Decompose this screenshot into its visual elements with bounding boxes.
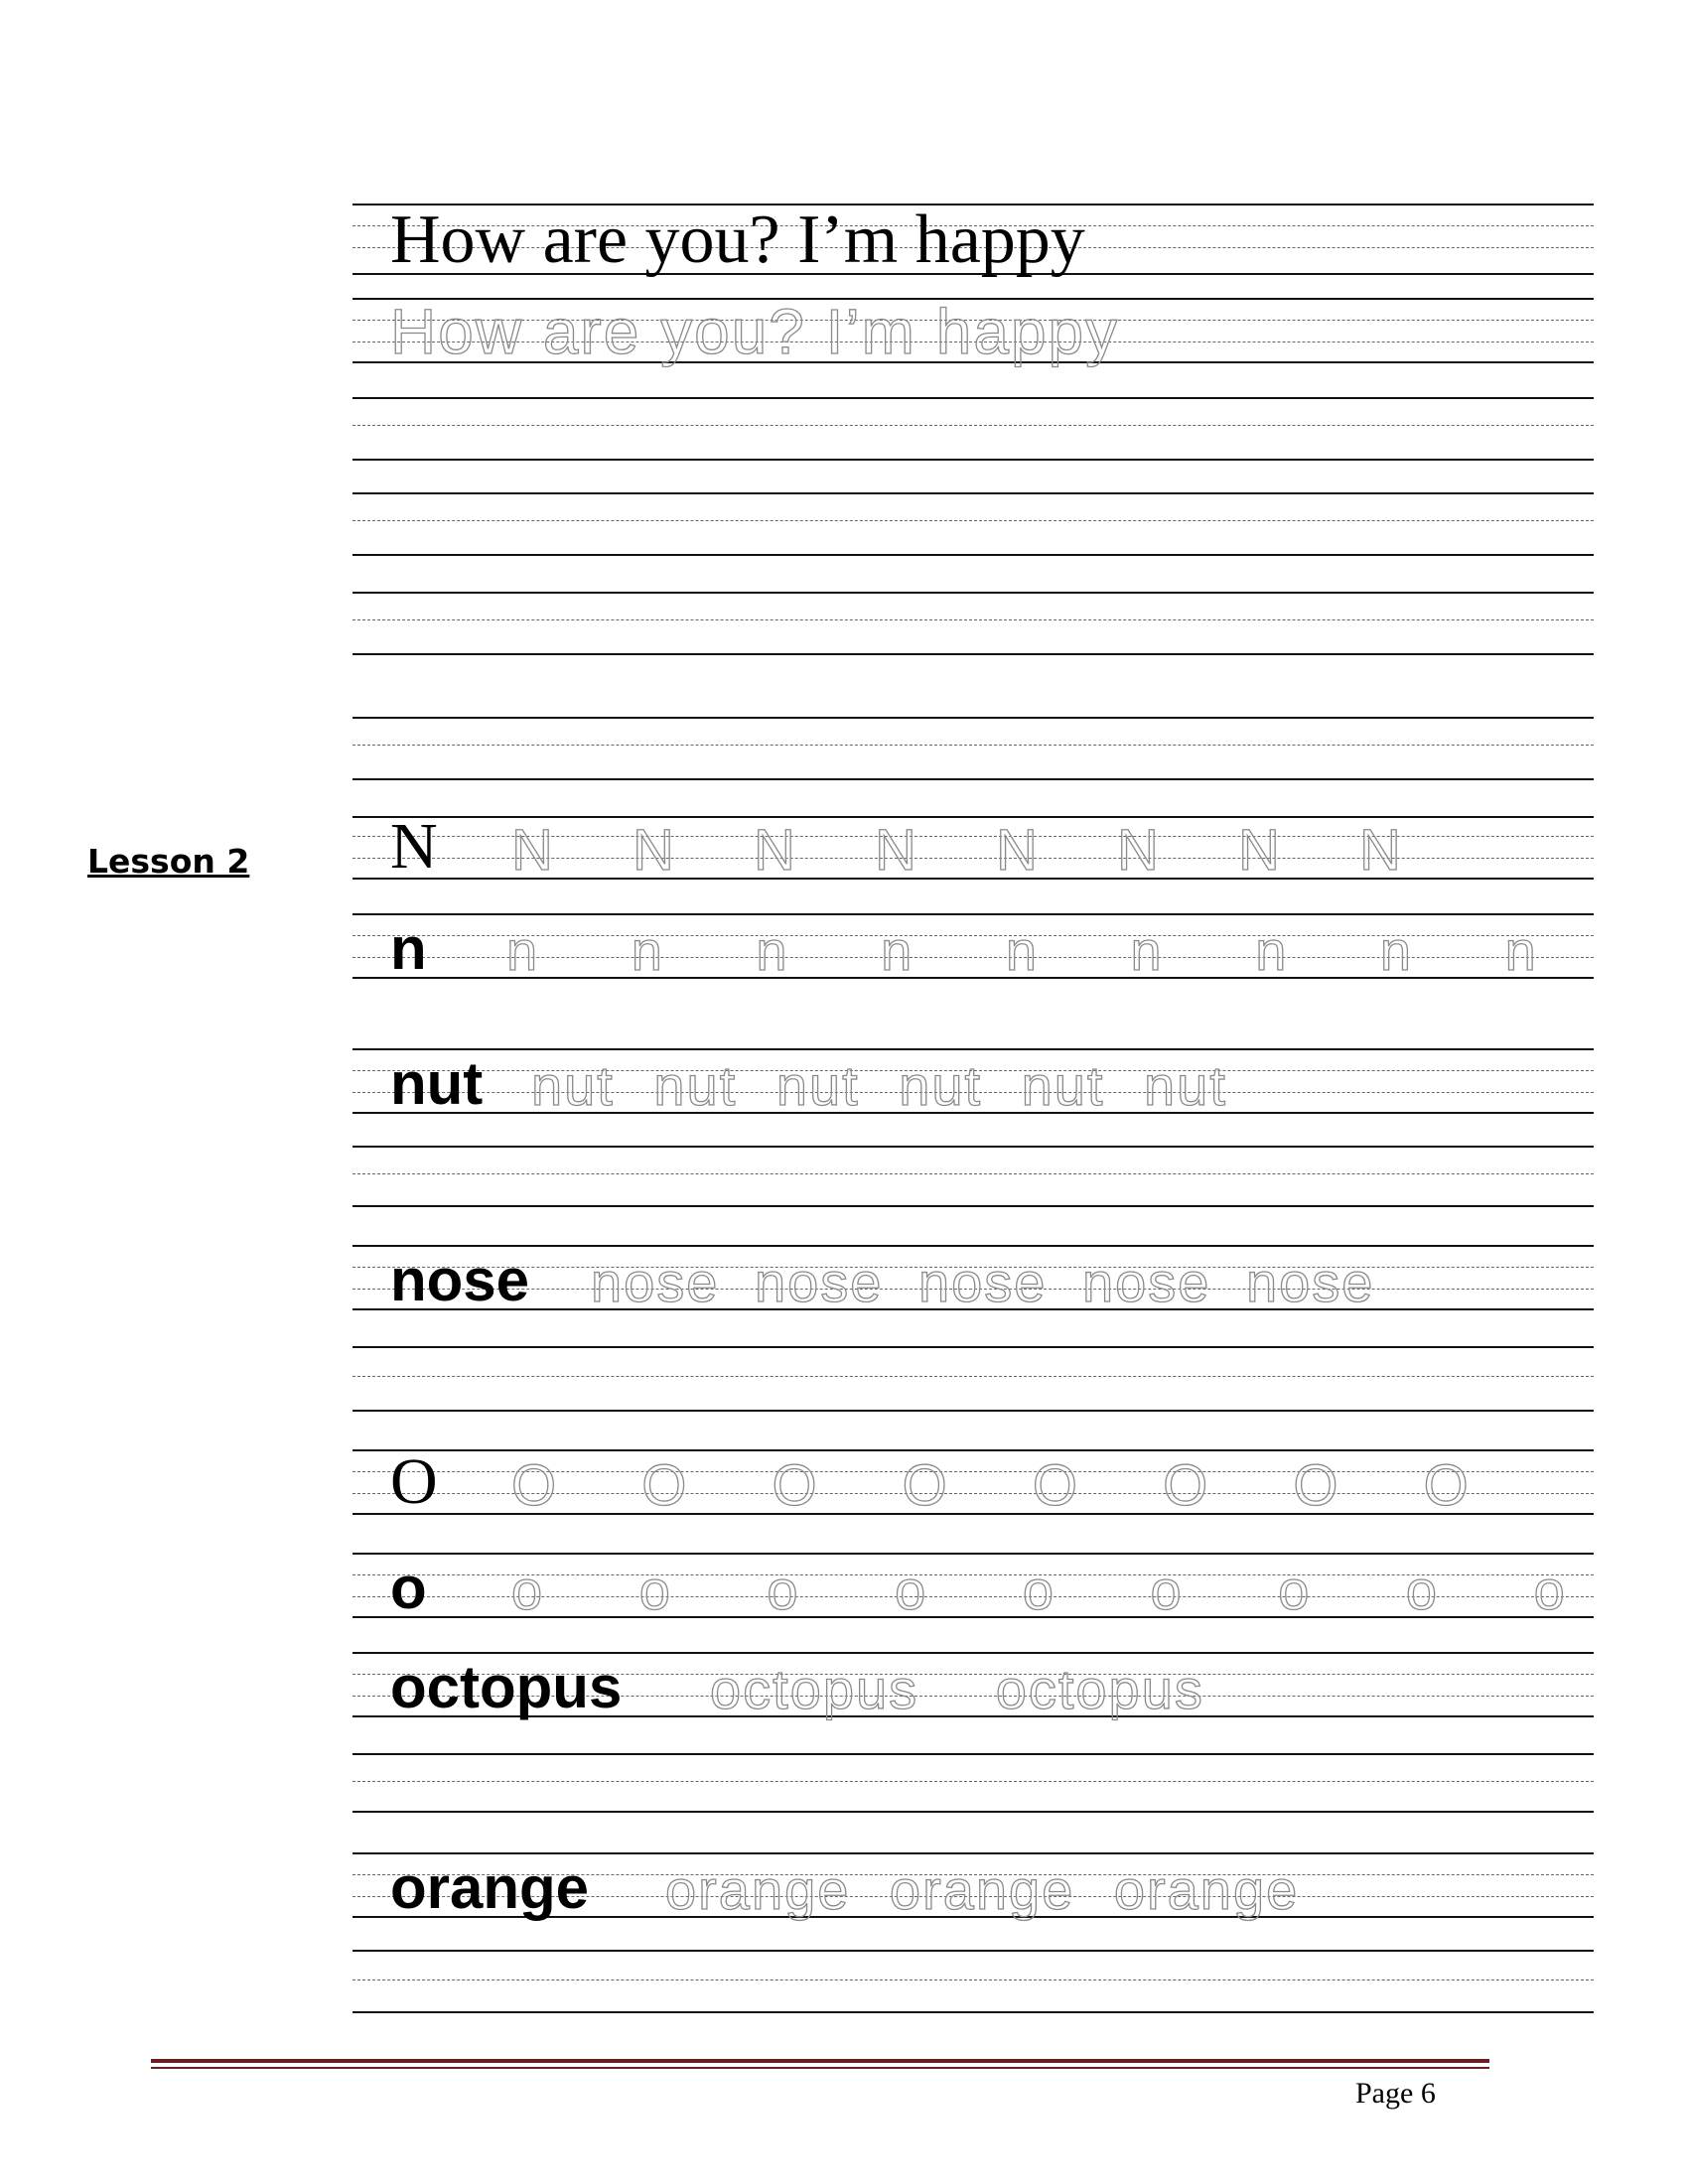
model-letter: o: [390, 1555, 427, 1621]
trace-words: orange orange orange: [665, 1858, 1300, 1921]
lesson-label: Lesson 2: [87, 842, 250, 881]
blank-writing-row: [352, 492, 1594, 556]
writing-row-heading-trace: [352, 296, 1594, 367]
model-word: nose: [390, 1247, 530, 1313]
writing-row-octopus: [352, 1652, 1594, 1720]
trace-letters: n n n n n n n n n: [506, 919, 1538, 982]
trace-words: nut nut nut nut nut nut: [531, 1054, 1227, 1117]
writing-row-O: [352, 1445, 1594, 1518]
writing-row-nose: [352, 1245, 1594, 1313]
writing-row-orange: [352, 1852, 1594, 1921]
heading-trace-text: How are you? I’m happy: [390, 296, 1120, 367]
model-word: nut: [390, 1050, 484, 1117]
writing-row-N: [352, 810, 1594, 883]
writing-row-n: [352, 913, 1594, 982]
model-word: orange: [390, 1854, 590, 1921]
trace-words: octopus octopus: [710, 1658, 1204, 1720]
model-letter: N: [390, 810, 438, 883]
model-word: octopus: [390, 1654, 623, 1720]
blank-writing-row: [352, 1346, 1594, 1412]
trace-words: nose nose nose nose nose: [591, 1251, 1375, 1313]
trace-letters: O O O O O O O O: [511, 1453, 1471, 1518]
blank-writing-row: [352, 397, 1594, 461]
heading-model-text: How are you? I’m happy: [390, 202, 1085, 278]
trace-letters: N N N N N N N N: [511, 818, 1403, 883]
footer-divider: [151, 2059, 1489, 2069]
blank-writing-row: [352, 717, 1594, 780]
blank-writing-row: [352, 592, 1594, 655]
model-letter: n: [390, 915, 427, 982]
writing-row-o: [352, 1553, 1594, 1621]
blank-writing-row: [352, 1753, 1594, 1813]
blank-writing-row: [352, 1950, 1594, 2013]
model-letter: O: [390, 1445, 438, 1518]
writing-row-nut: [352, 1048, 1594, 1117]
trace-letters: o o o o o o o o o: [511, 1559, 1567, 1621]
writing-row-heading-model: [352, 202, 1594, 278]
page-number: Page 6: [1355, 2077, 1436, 2110]
blank-writing-row: [352, 1146, 1594, 1207]
